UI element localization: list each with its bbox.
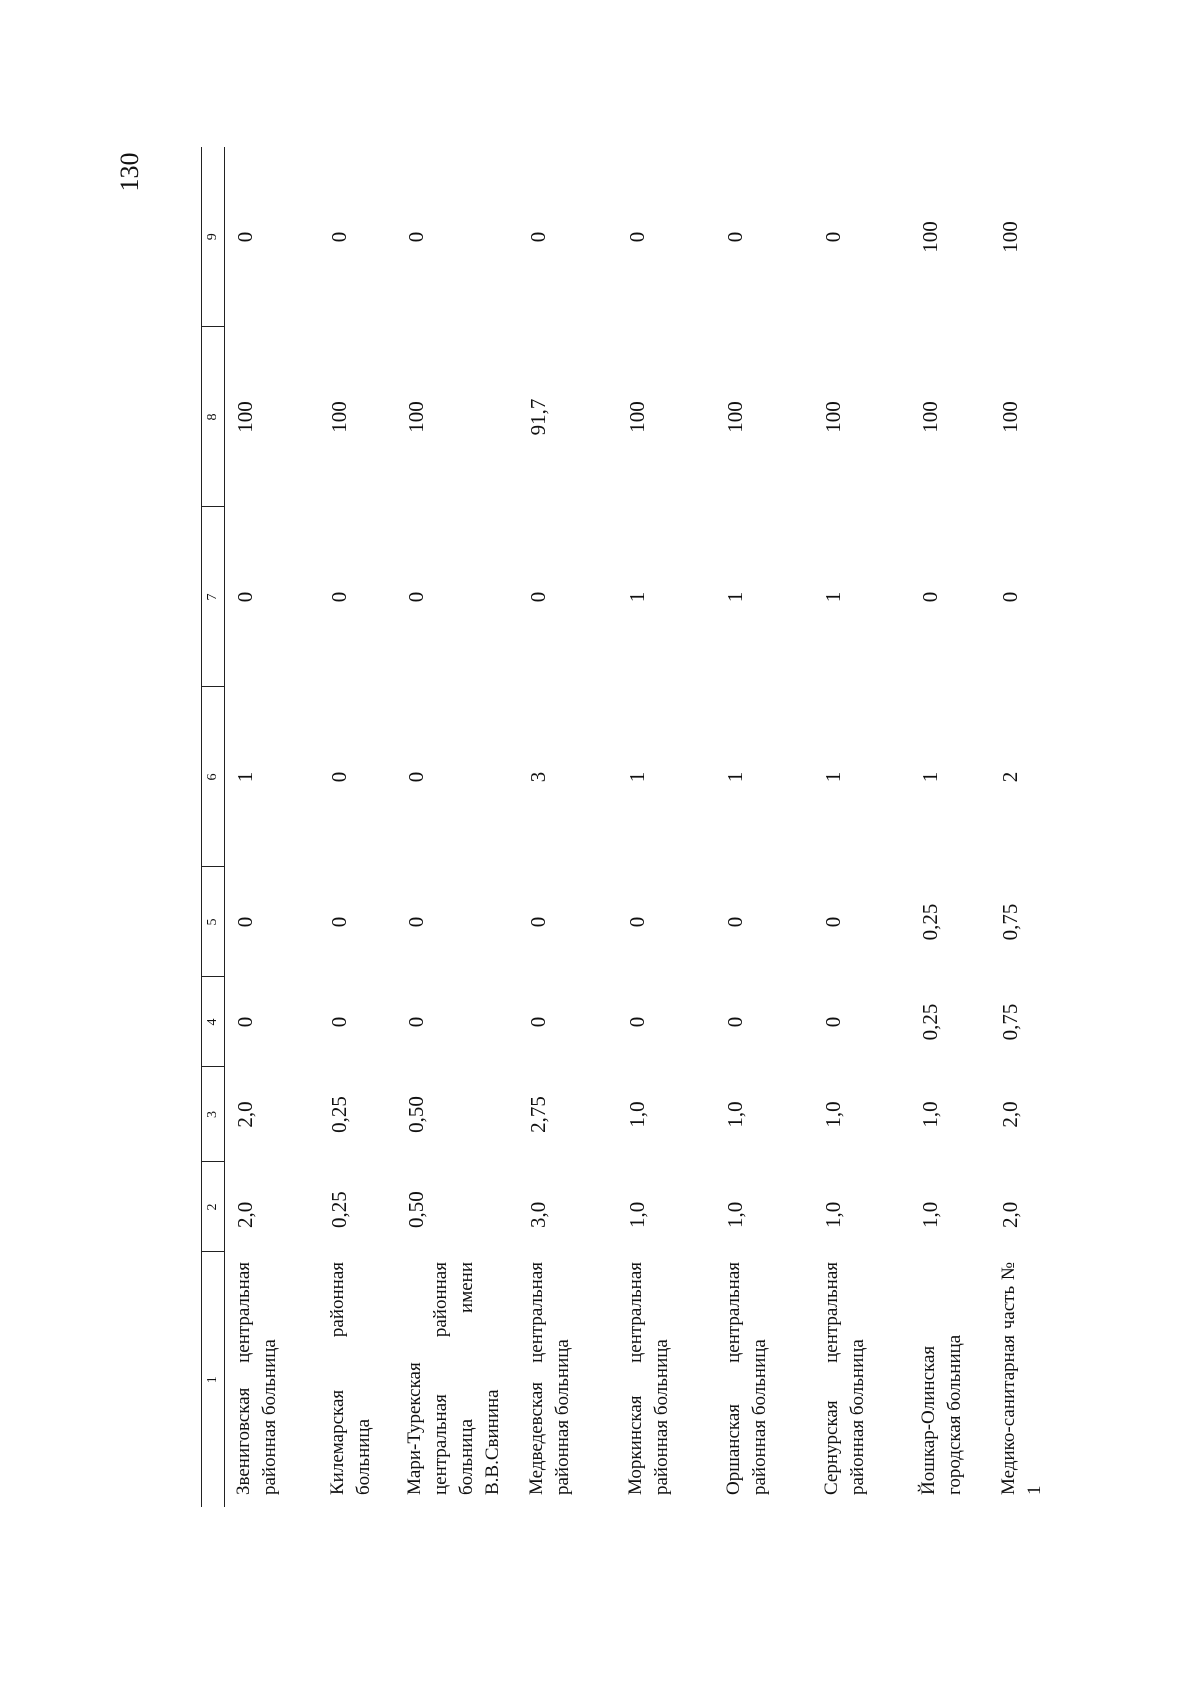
- hospital-name: Килемарская районная больница: [327, 1262, 374, 1495]
- column-header: 7: [202, 507, 225, 687]
- table-cell: 0,50: [404, 1191, 428, 1228]
- table-cell: 0: [526, 591, 550, 603]
- table-row: [319, 147, 396, 1507]
- table-cell: 1: [625, 591, 649, 603]
- table-cell: 0: [723, 231, 747, 243]
- table-cell: 1,0: [625, 1201, 649, 1228]
- table-cell: 0,25: [327, 1096, 351, 1133]
- table-cell: 1,0: [723, 1201, 747, 1228]
- column-header: 8: [202, 327, 225, 507]
- table-cell: 0: [404, 591, 428, 603]
- table-cell: 0: [821, 231, 845, 243]
- hospital-name: Медико-санитарная часть № 1: [998, 1262, 1045, 1495]
- table-cell: 0: [233, 916, 257, 928]
- column-header: 5: [202, 867, 225, 977]
- table-cell: 0: [821, 916, 845, 928]
- rotated-table-container: [201, 147, 1045, 1507]
- table-row: [910, 147, 990, 1507]
- table-row: [715, 147, 813, 1507]
- table-cell: 100: [998, 221, 1022, 253]
- table-cell: 0: [327, 231, 351, 243]
- table-cell: 0: [404, 771, 428, 783]
- table-cell: 1,0: [918, 1101, 942, 1128]
- table-header-row: [202, 147, 225, 1507]
- table-cell: 2,0: [233, 1101, 257, 1128]
- table-cell: 0,75: [998, 903, 1022, 941]
- table-cell: 1,0: [723, 1101, 747, 1128]
- table-cell: 0: [526, 1016, 550, 1028]
- table-cell: 0: [327, 1016, 351, 1028]
- table-cell: 100: [821, 401, 845, 433]
- table-cell: 3: [526, 771, 550, 783]
- table-cell: 0: [625, 231, 649, 243]
- table-cell: 0: [625, 1016, 649, 1028]
- column-header: 6: [202, 687, 225, 867]
- table-cell: 0,25: [918, 1003, 942, 1041]
- table-cell: 3,0: [526, 1201, 550, 1228]
- column-header: 4: [202, 977, 225, 1067]
- table-cell: 0: [526, 916, 550, 928]
- table-cell: 1,0: [625, 1101, 649, 1128]
- table-cell: 2: [998, 771, 1022, 783]
- table-cell: 100: [404, 401, 428, 433]
- table-cell: 0: [327, 916, 351, 928]
- table-cell: 100: [918, 401, 942, 433]
- table-cell: 0: [404, 1016, 428, 1028]
- table-cell: 0: [233, 231, 257, 243]
- table-cell: 1: [625, 771, 649, 783]
- table-row: [990, 147, 1068, 1507]
- table-row: [225, 147, 320, 1507]
- table-cell: 1: [233, 771, 257, 783]
- table-cell: 1: [723, 591, 747, 603]
- hospital-name: Звениговская центральная районная больница: [233, 1262, 280, 1495]
- column-header: 3: [202, 1067, 225, 1162]
- table-cell: 0: [404, 231, 428, 243]
- table-cell: 0: [723, 1016, 747, 1028]
- table-cell: 1,0: [821, 1101, 845, 1128]
- table-cell: 100: [625, 401, 649, 433]
- table-cell: 0,25: [327, 1191, 351, 1228]
- table-cell: 1,0: [918, 1201, 942, 1228]
- table-cell: 0: [327, 771, 351, 783]
- table-cell: 1: [918, 771, 942, 783]
- table-cell: 0: [723, 916, 747, 928]
- table-cell: 0,50: [404, 1096, 428, 1133]
- column-header: 9: [202, 147, 225, 327]
- table-cell: 0: [918, 591, 942, 603]
- table-cell: 0: [233, 1016, 257, 1028]
- data-table: [201, 147, 1068, 1507]
- table-cell: 100: [723, 401, 747, 433]
- table-cell: 0: [233, 591, 257, 603]
- table-row: [617, 147, 715, 1507]
- table-cell: 0: [821, 1016, 845, 1028]
- table-cell: 0: [625, 916, 649, 928]
- table-row: [518, 147, 617, 1507]
- column-header: 1: [202, 1252, 225, 1507]
- table-cell: 0,25: [918, 903, 942, 941]
- hospital-name: Моркинская центральная районная больница: [625, 1262, 672, 1495]
- table-cell: 0: [998, 591, 1022, 603]
- table-cell: 1: [821, 771, 845, 783]
- table-cell: 0: [526, 231, 550, 243]
- table-cell: 2,0: [233, 1201, 257, 1228]
- table-cell: 2,0: [998, 1101, 1022, 1128]
- table-cell: 100: [998, 401, 1022, 433]
- table-cell: 0,75: [998, 1003, 1022, 1041]
- hospital-name: Мари-Турекская центральная районная больница имени В.В.Свинина: [404, 1262, 503, 1495]
- table-cell: 91,7: [526, 398, 550, 436]
- hospital-name: Сернурская центральная районная больница: [821, 1262, 868, 1495]
- table-cell: 1: [723, 771, 747, 783]
- table-cell: 100: [918, 221, 942, 253]
- page-number: 130: [115, 152, 144, 192]
- table-cell: 0: [404, 916, 428, 928]
- table-cell: 1,0: [821, 1201, 845, 1228]
- table-row: [396, 147, 518, 1507]
- table-cell: 100: [327, 401, 351, 433]
- hospital-name: Оршанская центральная районная больница: [723, 1262, 770, 1495]
- table-cell: 1: [821, 591, 845, 603]
- hospital-name: Медведевская центральная районная больница: [526, 1262, 573, 1495]
- column-header: 2: [202, 1162, 225, 1252]
- table-cell: 2,75: [526, 1096, 550, 1133]
- table-cell: 2,0: [998, 1201, 1022, 1228]
- hospital-name: Йошкар-Олинская городская больница: [918, 1334, 965, 1495]
- table-cell: 100: [233, 401, 257, 433]
- table-row: [813, 147, 910, 1507]
- table-cell: 0: [327, 591, 351, 603]
